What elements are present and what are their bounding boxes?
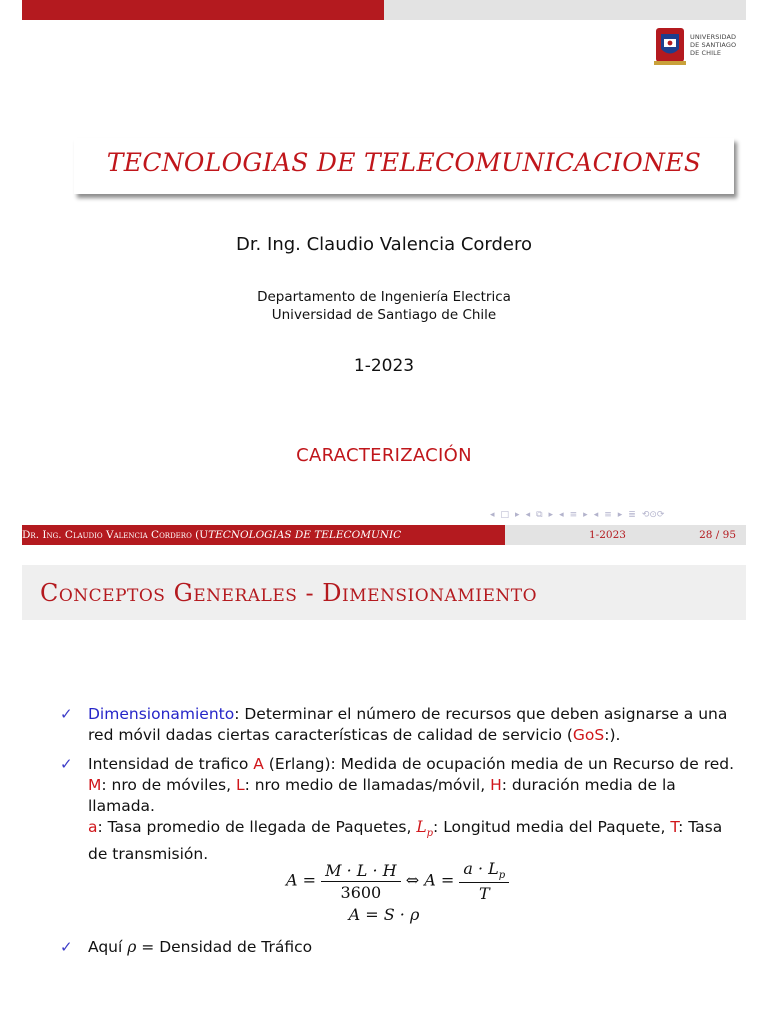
nav-left-arrow-icon[interactable]: ◂	[593, 510, 599, 520]
footer-date: 1-2023	[589, 529, 626, 541]
list-item	[60, 754, 740, 865]
formula-line-1: A = $\frac{M \cdot L \cdot H}{3600}$ ⇔ A = $\frac{a \cdot L_p}{T}$	[286, 859, 509, 903]
formula-line-2: A = S · ρ	[348, 905, 420, 924]
bullet1-text: : Determinar el número de recursos que deben asignarse a una red móvil dadas ciertas características de calidad de servicio (	[88, 705, 728, 744]
nav-outline-icon[interactable]: ≣	[628, 510, 636, 520]
var-a: a	[88, 818, 98, 836]
section-title: CARACTERIZACIÓN	[296, 445, 472, 466]
footer-page-number: 28 / 95	[699, 529, 736, 541]
nav-section-icon[interactable]: ≡	[604, 510, 612, 520]
bullet2-text: Intensidad de trafico	[88, 755, 254, 773]
nav-right-arrow-icon[interactable]: ▸	[583, 510, 588, 520]
rho-symbol: ρ	[127, 938, 137, 956]
term-dimensionamiento: Dimensionamiento	[88, 705, 235, 723]
nav-left-arrow-icon[interactable]: ◂	[490, 510, 495, 520]
var-M: M	[88, 776, 102, 794]
list-item	[60, 937, 740, 958]
footer-left	[22, 525, 505, 545]
frame-title-bar	[22, 565, 746, 620]
presentation-date: 1-2023	[353, 356, 415, 376]
var-L: L	[235, 776, 245, 794]
check-icon: ✓	[60, 755, 73, 773]
nav-right-arrow-icon[interactable]: ▸	[515, 510, 520, 520]
var-A: A	[253, 755, 264, 773]
slide-footer	[22, 525, 746, 545]
header-bar-red	[22, 0, 384, 20]
department: Departamento de Ingeniería Electrica	[257, 289, 511, 305]
bullet1-end: :).	[604, 726, 621, 744]
var-T: T	[670, 818, 679, 836]
crest-icon	[652, 25, 688, 67]
footer-title: TECNOLOGIAS DE TELECOMUNIC	[208, 529, 402, 541]
title-box	[74, 138, 734, 194]
footer-right	[505, 525, 746, 545]
bullet3-text: Aquí	[88, 938, 128, 956]
nav-subsection-icon[interactable]: ⧉	[536, 510, 543, 520]
h-text: : duración media de la llamada.	[88, 776, 676, 815]
t-text: : Tasa de transmisión.	[88, 818, 723, 864]
frame-title: Conceptos Generales - Dimensionamiento	[40, 579, 538, 607]
a-text: : Tasa promedio de llegada de Paquetes,	[97, 818, 417, 836]
nav-left-arrow-icon[interactable]: ◂	[525, 510, 531, 520]
var-H: H	[490, 776, 502, 794]
footer-author: Dr. Ing. Claudio Valencia Cordero (U	[22, 529, 209, 541]
fraction-mlh: $\frac{M \cdot L \cdot H}{3600}$	[321, 861, 400, 902]
nav-frame-icon[interactable]: □	[500, 510, 510, 520]
var-Lp: $L_p$	[416, 818, 434, 840]
fraction-alp: $\frac{a \cdot L_p}{T}$	[459, 859, 509, 903]
lp-text: : Longitud media del Paquete,	[433, 818, 671, 836]
nav-right-arrow-icon[interactable]: ▸	[548, 510, 554, 520]
bullet-list	[60, 704, 740, 873]
nav-left-arrow-icon[interactable]: ◂	[559, 510, 564, 520]
check-icon: ✓	[60, 705, 73, 723]
university-name: Universidad de Santiago de Chile	[271, 307, 497, 323]
bullet3-text: = Densidad de Tráfico	[136, 938, 313, 956]
bullet2-text: (Erlang): Medida de ocupación media de un Recurso de red.	[263, 755, 735, 773]
nav-section-icon[interactable]: ≡	[569, 510, 578, 520]
presentation-title: TECNOLOGIAS DE TELECOMUNICACIONES	[106, 148, 702, 177]
logo-text: UNIVERSIDAD DE SANTIAGO DE CHILE	[690, 33, 737, 57]
traffic-formula	[0, 855, 768, 935]
l-text: : nro medio de llamadas/móvil,	[244, 776, 491, 794]
check-icon: ✓	[60, 938, 73, 956]
list-item	[60, 704, 740, 746]
nav-search-icon[interactable]: ⟲⊙⟳	[641, 510, 665, 520]
beamer-navigation[interactable]	[490, 510, 664, 520]
term-gos: GoS	[572, 726, 605, 744]
header-bar-gray	[384, 0, 746, 20]
nav-right-arrow-icon[interactable]: ▸	[617, 510, 623, 520]
author-name: Dr. Ing. Claudio Valencia Cordero	[235, 234, 533, 255]
m-text: : nro de móviles,	[101, 776, 236, 794]
university-logo	[652, 25, 747, 67]
